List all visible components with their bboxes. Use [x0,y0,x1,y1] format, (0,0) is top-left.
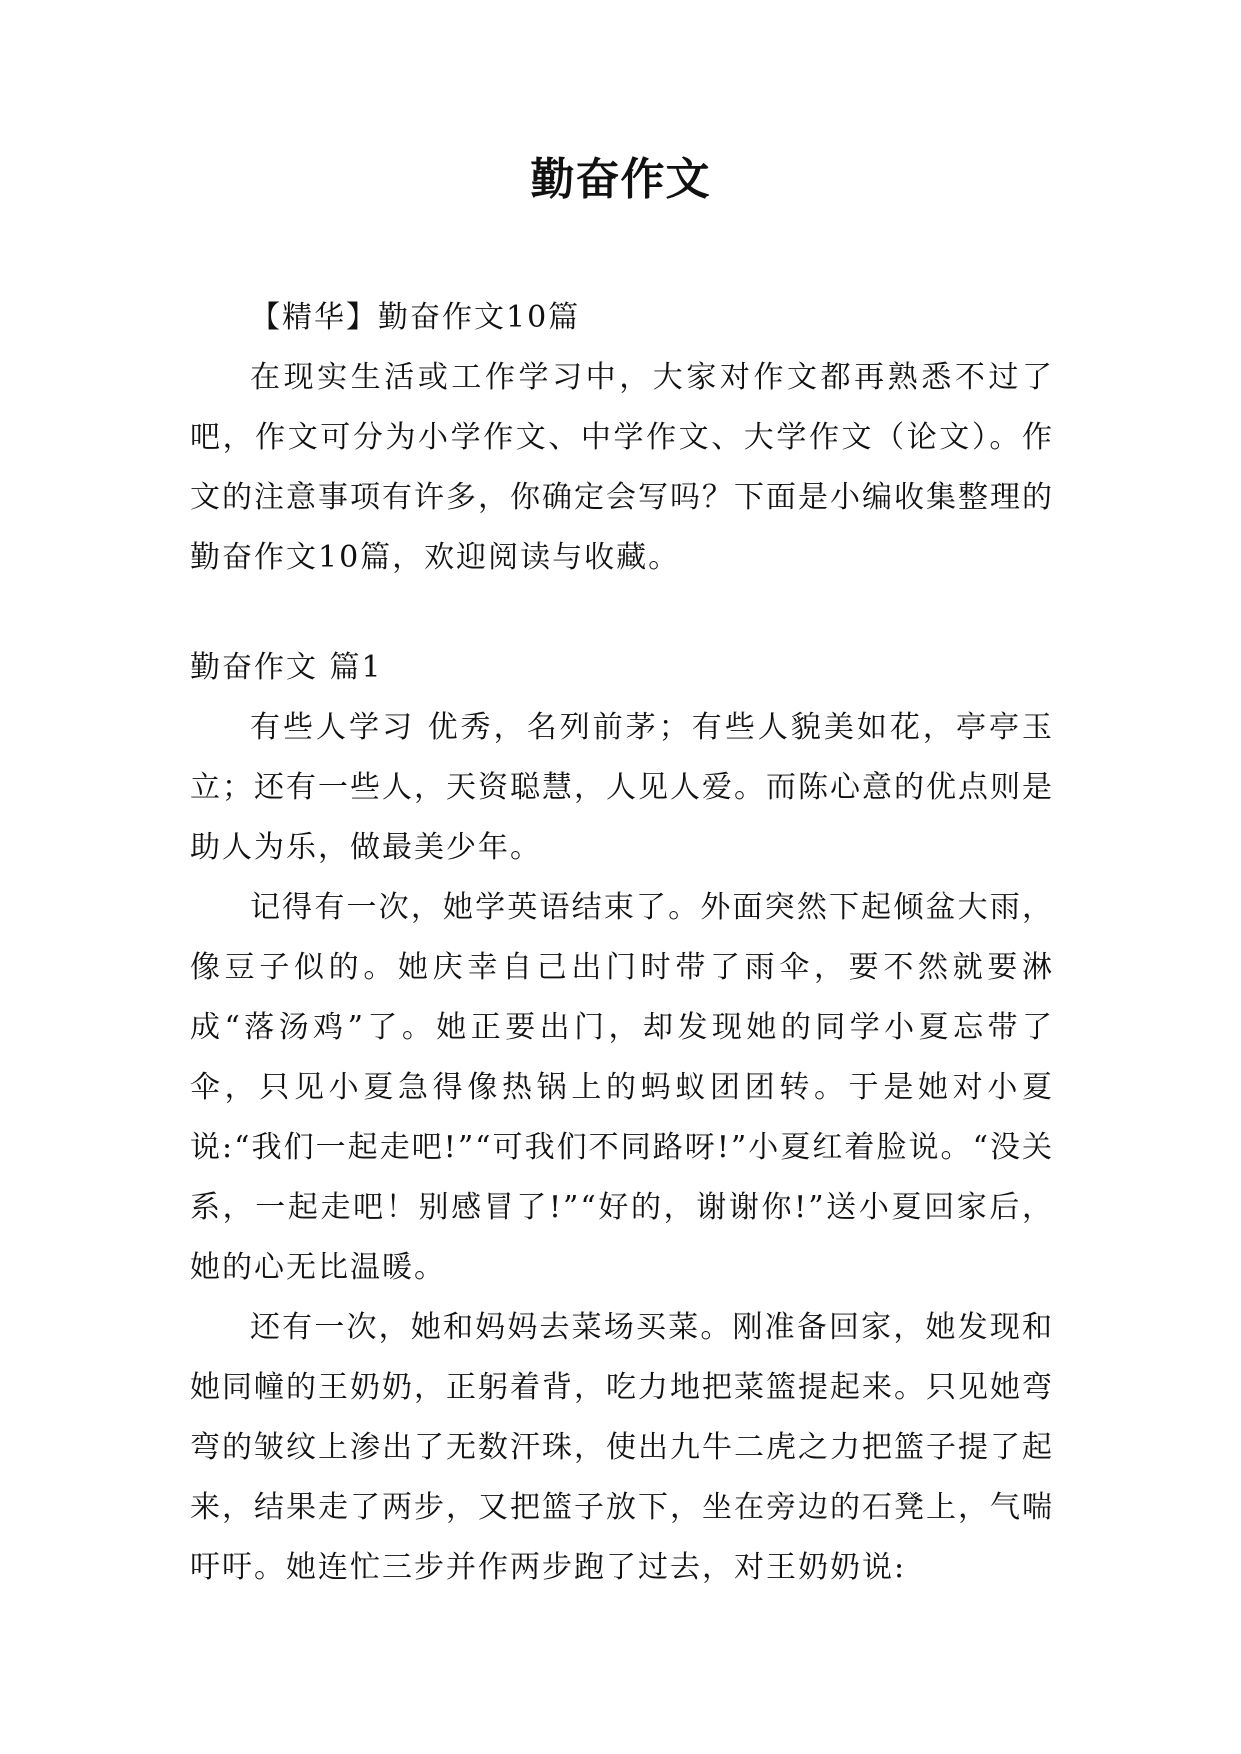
essay-paragraph: 有些人学习 优秀，名列前茅；有些人貌美如花，亭亭玉立；还有一些人，天资聪慧，人见人爱。而陈心意的优点则是助人为乐，做最美少年。 [190,710,1054,865]
essay-paragraph: 记得有一次，她学英语结束了。外面突然下起倾盆大雨，像豆子似的。她庆幸自己出门时带了雨伞，要不然就要淋成“落汤鸡”了。她正要出门，却发现她的同学小夏忘带了伞，只见小夏急得像热锅上的蚂蚁团团转。于是她对小夏说:“我们一起走吧!”“可我们不同路呀!”小夏红着脸说。“没关系，一起走吧！别感冒了!”“好的，谢谢你!”送小夏回家后，她的心无比温暖。 [190,890,1054,1285]
document-title: 勤奋作文 [530,154,711,205]
essay-paragraph: 还有一次，她和妈妈去菜场买菜。刚准备回家，她发现和她同幢的王奶奶，正躬着背，吃力地把菜篮提起来。只见她弯弯的皱纹上渗出了无数汗珠，使出九牛二虎之力把篮子提了起来，结果走了两步，又把篮子放下，坐在旁边的石凳上，气喘吁吁。她连忙三步并作两步跑了过去，对王奶奶说: [190,1310,1054,1585]
subtitle-text: 【精华】勤奋作文10篇 [250,300,581,335]
intro-block [190,348,1054,588]
essay-body [190,698,1054,1598]
intro-paragraph: 在现实生活或工作学习中，大家对作文都再熟悉不过了吧，作文可分为小学作文、中学作文、大学作文（论文）。作文的注意事项有许多，你确定会写吗？下面是小编收集整理的勤奋作文10篇，欢迎阅读与收藏。 [190,360,1054,575]
section-heading: 勤奋作文 篇1 [190,650,383,685]
document-subtitle [190,288,1054,348]
